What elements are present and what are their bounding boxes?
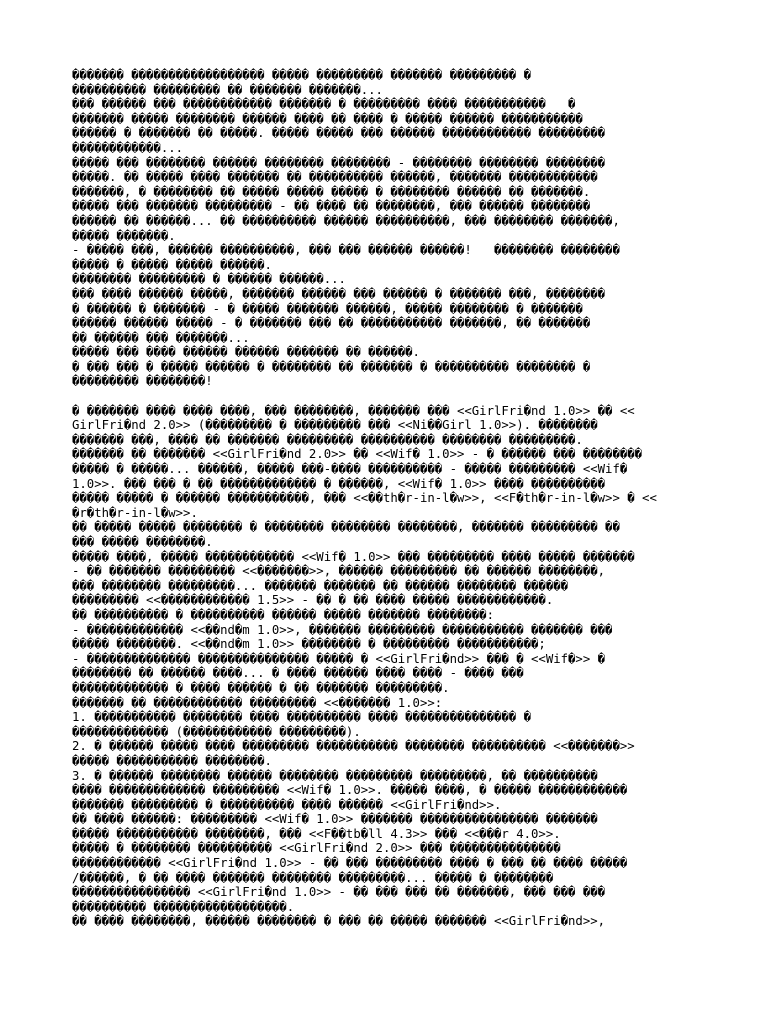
- text-line: ��������� <<������������ 1.5>> - �� � �� ���� ����� ������������.: [72, 593, 554, 608]
- text-line: ��� ����� ��������.: [72, 535, 213, 549]
- text-line: ������������ <<GirlFri�nd 1.0>> - �� ��� ��������� ���� � ��� �� ���� �����: [72, 856, 628, 871]
- text-line: ������� ��������� � ���������� ���� ������ <<GirlFri�nd>>.: [72, 797, 502, 812]
- text-line: 1.0>>. ��� ��� � �� ������������� � ������, <<Wif� 1.0>> ���� ����������: [72, 476, 606, 491]
- text-line: [72, 389, 692, 404]
- text-line: ��������� ��������!: [72, 374, 213, 389]
- text-line: ���������� ��������� �� ������� �������...: [72, 82, 383, 97]
- text-line: ����� ��� ���� ������ ������ ������� �� ������.: [72, 345, 420, 360]
- text-line: �� ���� ��������, ������ �������� � ��� �� ����� ������� <<GirlFri�nd>>,: [72, 914, 606, 929]
- text-line: ���� ������������� ��������� <<Wif� 1.0>>. ����� ����, � ����� ������������: [72, 783, 628, 798]
- text-line: ���������� ������������������.: [72, 899, 295, 914]
- text-line: ���������������� <<GirlFri�nd 1.0>> - �� ��� ��� �� �������, ��� ��� ���: [72, 885, 606, 900]
- text-line: �� ���� ������: ��������� <<Wif� 1.0>> ������� ���������������� �������: [72, 812, 598, 827]
- text-line: ����� ����� � ������ �����������, ��� <<��th�r-in-l�w>>, <<F�th�r-in-l�w>> � <<: [72, 491, 657, 506]
- text-line: ����� ��� ������� ��������� - �� ���� �� ��������, ��� ������ ��������: [72, 199, 591, 214]
- text-line: ������� ���, ���� �� ������� ��������� ���������� �������� ���������.: [72, 432, 583, 447]
- text-line: ����� ����������� ��������.: [72, 753, 272, 768]
- text-line: - �� ������� ��������� <<�������>>, ������ ��������� �� ������ ��������,: [72, 564, 606, 579]
- text-line: ��� �������� ���������... ������� ������� �� ������ �������� ������: [72, 578, 569, 593]
- text-line: ����� � �������� ���������� <<GirlFri�nd 2.0>> ��� ���������������: [72, 841, 561, 856]
- document-body-text: [72, 68, 692, 929]
- text-line: - ������������� <<��nd�m 1.0>>, ������� ��������� ����������� ������� ���: [72, 622, 613, 637]
- text-line: ��� ������ ��� ������������ ������� � ��������� ���� ����������� �: [72, 97, 576, 112]
- text-line: ������� ����� �������� ������ ���� �� ���� � ����� ������ �����������: [72, 111, 583, 126]
- text-line: ������� ������������������ ����� ��������� ������� ��������� �: [72, 68, 532, 82]
- text-line: ����� ��������. <<��nd�m 1.0>> �������� � ��������� �����������;: [72, 637, 546, 652]
- text-line: �� ����� ����� �������� � �������� �������� ��������, ������� ��������� ��: [72, 520, 620, 535]
- text-line: �r�th�r-in-l�w>>.: [72, 505, 198, 520]
- text-line: �� ������ ��� �������...: [72, 330, 250, 345]
- text-line: 2. � ������ ����� ���� ��������� ����������� �������� ���������� <<�������>>: [72, 739, 635, 754]
- text-line: 1. ����������� �������� ���� ���������� ���� ��������������� �: [72, 710, 532, 725]
- text-line: ����� �������.: [72, 228, 176, 243]
- text-line: - ����� ���, ������ ����������, ��� ��� ������ ������! �������� ��������: [72, 243, 620, 258]
- text-line: ������������� � ���� ������ � �� ������� ���������.: [72, 680, 450, 695]
- text-line: GirlFri�nd 2.0>> (��������� � ��������� ��� <<Ni��Girl 1.0>>). ��������: [72, 418, 598, 433]
- text-line: �����. �� ����� ���� ������� �� ���������� ������, ������� ������������: [72, 170, 598, 185]
- text-line: - �������������� ��������������� ����� � <<GirlFri�nd>> ��� � <<Wif�>> �: [72, 651, 606, 666]
- text-line: ������������� (������������ ���������).: [72, 724, 361, 739]
- text-line: � ������ � ������� - � ����� ������� ������, ����� �������� � �������: [72, 301, 583, 316]
- text-line: �������� ��������� � ������ ������...: [72, 272, 346, 287]
- text-line: � ��� ��� � ����� ������ � �������� �� ������� � ���������� �������� �: [72, 359, 591, 374]
- text-line: ����� � �����... ������, ����� ���-���� ���������� - ����� ��������� <<Wif�: [72, 462, 628, 477]
- text-line: �� ���������� � ���������� ������ ����� ������� ��������:: [72, 607, 494, 622]
- text-line: ����� ����������� ��������, ��� <<F��tb�ll 4.3>> ��� <<���r 4.0>>.: [72, 826, 561, 841]
- text-line: ������� �� ������������ ��������� <<������� 1.0>>:: [72, 695, 443, 710]
- text-line: ������� �� ������� <<GirlFri�nd 2.0>> �� <<Wif� 1.0>> - � ������ ��� ��������: [72, 447, 643, 462]
- text-line: /������, � �� ���� ������� �������� ���������... ����� � ��������: [72, 870, 554, 885]
- text-line: ������ � ������� �� �����. ����� ����� ��� ������ ������������ ���������: [72, 126, 606, 141]
- text-line: 3. � ������ �������� ������ �������� ��������� ���������, �� ����������: [72, 768, 598, 783]
- text-line: ������ ������ ����� - � ������� ��� �� ����������� �������, �� �������: [72, 316, 591, 331]
- text-line: �������, � �������� �� ����� ����� ����� � �������� ������ �� �������.: [72, 184, 591, 199]
- text-line: ����� ����, ����� ������������ <<Wif� 1.0>> ��� ��������� ���� ����� �������: [72, 549, 635, 564]
- text-line: ����� � ����� ����� ������.: [72, 257, 272, 272]
- text-line: ��� ���� ������ �����, ������� ������ ��� ������ � ������� ���, ��������: [72, 286, 606, 301]
- text-line: �������� �� ������ ����... � ���� ������ ���� ���� - ���� ���: [72, 666, 524, 681]
- text-line: ������ �� ������... �� ���������� ������ ����������, ��� �������� �������,: [72, 213, 620, 228]
- text-line: � ������� ���� ���� ����, ��� ��������, ������� ��� <<GirlFri�nd 1.0>> �� <<: [72, 403, 635, 418]
- text-line: ������������...: [72, 140, 184, 155]
- text-line: ����� ��� �������� ������ �������� �������� - �������� �������� ��������: [72, 155, 606, 170]
